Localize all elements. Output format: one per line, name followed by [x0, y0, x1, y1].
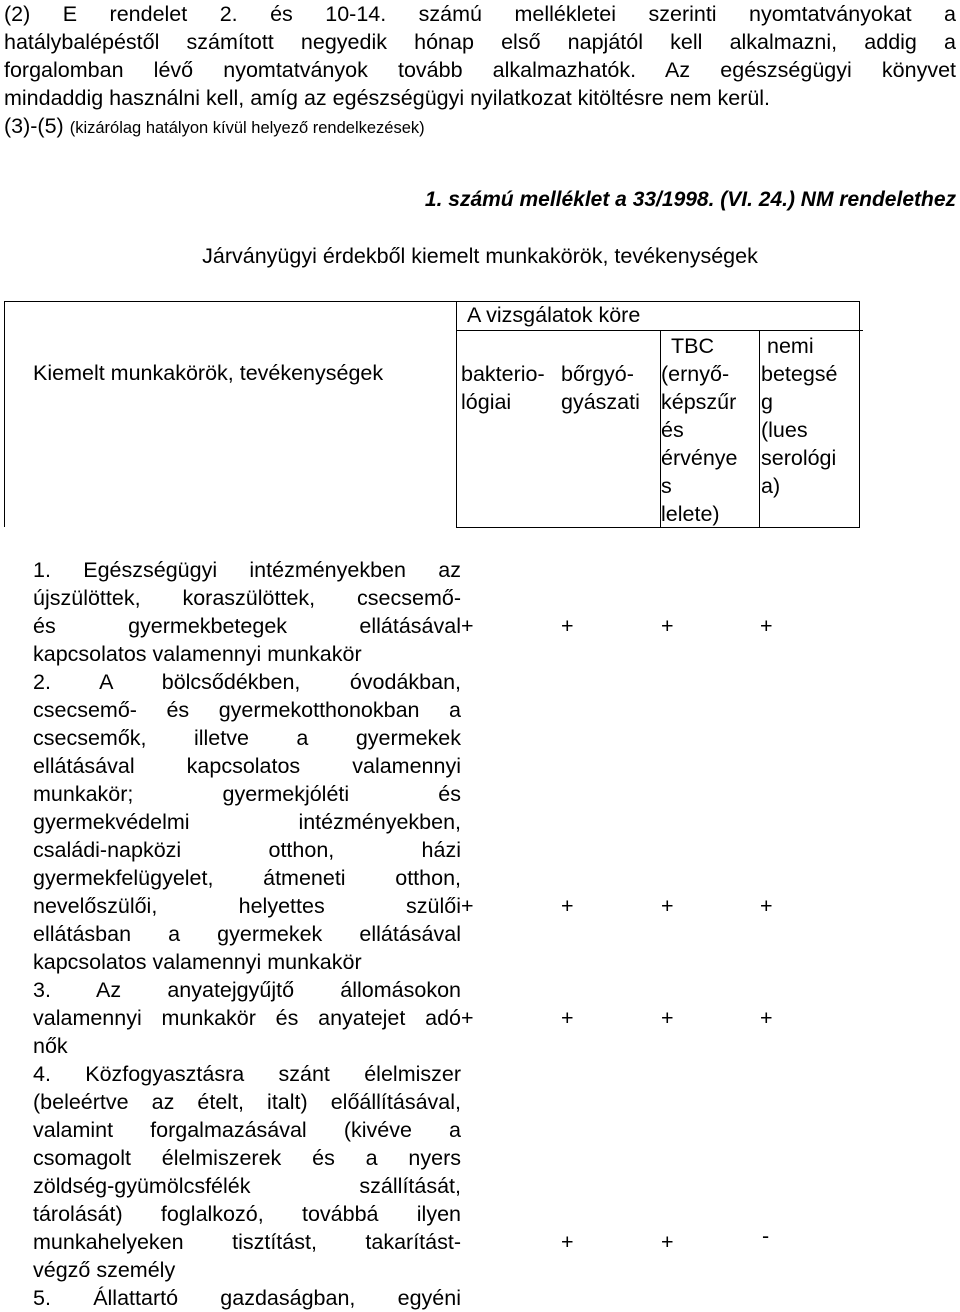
col-header-line: lógiai [461, 390, 512, 414]
first-column-header-cell [4, 301, 457, 527]
repealed-prefix: (3)-(5) [4, 114, 64, 138]
col-header-line: nemi [767, 334, 814, 358]
row-line: és gyermekbetegek ellátásával [33, 614, 461, 638]
examinations-header-block [456, 301, 860, 528]
row-line: munkahelyeken tisztítást, takarítást- [33, 1230, 461, 1254]
document-title: Járványügyi érdekből kiemelt munkakörök, tevékenységek [202, 244, 758, 268]
repealed-line [4, 112, 956, 142]
table-row-1-text [33, 556, 461, 668]
row-line: ellátásával kapcsolatos valamennyi [33, 754, 461, 778]
col-header-line: lelete) [661, 502, 720, 526]
group-header-cell [457, 302, 863, 331]
intro-paragraph [4, 0, 956, 142]
col-header-line: bőrgyó- [561, 362, 634, 386]
row-line: 5. Állattartó gazdaságban, egyéni [33, 1286, 461, 1310]
col-header-line: és [661, 418, 684, 442]
row-line: munkakör; gyermekjóléti és [33, 782, 461, 806]
row-1-mark-tbc: + [661, 614, 674, 638]
intro-line: forgalomban lévő nyomtatványok tovább alkalmazhatók. Az egészségügyi könyvet [4, 58, 956, 82]
row-line: 2. A bölcsődékben, óvodákban, [33, 670, 461, 694]
row-line: 3. Az anyatejgyűjtő állomásokon [33, 978, 461, 1002]
table-row-4-text [33, 1060, 461, 1284]
row-line: végző személy [33, 1258, 176, 1282]
row-3-mark-bacteriological: + [461, 1006, 474, 1030]
row-line: újszülöttek, koraszülöttek, csecsemő- [33, 586, 461, 610]
col-header-line: gyászati [561, 390, 640, 414]
col-header-line: (ernyő- [661, 362, 730, 386]
annex-title: 1. számú melléklet a 33/1998. (VI. 24.) NM rendelethez [424, 188, 956, 211]
row-4-mark-tbc: + [661, 1230, 674, 1254]
row-line: nők [33, 1034, 68, 1058]
col-dermatological [561, 360, 640, 416]
row-2-mark-std: + [760, 894, 773, 918]
intro-line: (2) E rendelet 2. és 10-14. számú mellékletei szerinti nyomtatványokat a [4, 2, 956, 26]
col-header-line: s [661, 474, 672, 498]
row-line: csomagolt élelmiszerek és a nyers [33, 1146, 461, 1170]
col-header-line: g [761, 390, 773, 414]
row-line: kapcsolatos valamennyi munkakör [33, 642, 362, 666]
row-line: 1. Egészségügyi intézményekben az [33, 558, 461, 582]
row-line: tárolását) foglalkozó, továbbá ilyen [33, 1202, 461, 1226]
table-row-3-text [33, 976, 461, 1060]
col-header-line: betegsé [761, 362, 838, 386]
row-2-mark-tbc: + [661, 894, 674, 918]
col-header-line: bakterio- [461, 362, 545, 386]
row-3-mark-dermatological: + [561, 1006, 574, 1030]
row-line: ellátásban a gyermekek ellátásával [33, 922, 461, 946]
col-header-line: (lues [761, 418, 808, 442]
row-3-mark-std: + [760, 1006, 773, 1030]
row-3-mark-tbc: + [661, 1006, 674, 1030]
row-line: gyermekfelügyelet, átmeneti otthon, [33, 866, 461, 890]
row-4-mark-dermatological: + [561, 1230, 574, 1254]
row-line: csecsemő- és gyermekotthonokban a [33, 698, 461, 722]
col-tbc [661, 332, 738, 528]
intro-line: mindaddig használni kell, amíg az egészségügyi nyilatkozat kitöltésre nem kerül. [4, 86, 771, 110]
col-bacteriological [461, 360, 545, 416]
table-row-2-text [33, 668, 461, 976]
col-header-line: serológi [761, 446, 837, 470]
row-line: valamint forgalmazásával (kivéve a [33, 1118, 461, 1142]
row-line: gyermekvédelmi intézményekben, [33, 810, 461, 834]
row-2-mark-bacteriological: + [461, 894, 474, 918]
col-header-line: TBC [671, 334, 714, 358]
row-1-mark-dermatological: + [561, 614, 574, 638]
group-header: A vizsgálatok köre [467, 303, 641, 327]
repealed-note: (kizárólag hatályon kívül helyező rendelkezések) [69, 119, 425, 137]
row-1-mark-bacteriological: + [461, 614, 474, 638]
col-std [761, 332, 838, 500]
row-1-mark-std: + [760, 614, 773, 638]
row-line: (beleértve az ételt, italt) előállításával, [33, 1090, 461, 1114]
table-row-5-text [33, 1284, 461, 1312]
row-line: valamennyi munkakör és anyatejet adó [33, 1006, 461, 1030]
column-divider [759, 331, 760, 527]
col-header-line: a) [761, 474, 781, 498]
row-2-mark-dermatological: + [561, 894, 574, 918]
row-line: csecsemők, illetve a gyermekek [33, 726, 461, 750]
row-line: kapcsolatos valamennyi munkakör [33, 950, 362, 974]
col-header-line: képszűr [661, 390, 737, 414]
row-line: nevelőszülői, helyettes szülői [33, 894, 461, 918]
col-header-line: érvénye [661, 446, 738, 470]
row-4-mark-std: - [762, 1224, 770, 1248]
row-line: 4. Közfogyasztásra szánt élelmiszer [33, 1062, 461, 1086]
row-line: családi-napközi otthon, házi [33, 838, 461, 862]
intro-line: hatálybalépéstől számított negyedik hónap első napjától kell alkalmazni, addig a [4, 30, 956, 54]
first-column-header: Kiemelt munkakörök, tevékenységek [33, 361, 384, 385]
row-line: zöldség-gyümölcsfélék szállítását, [33, 1174, 461, 1198]
